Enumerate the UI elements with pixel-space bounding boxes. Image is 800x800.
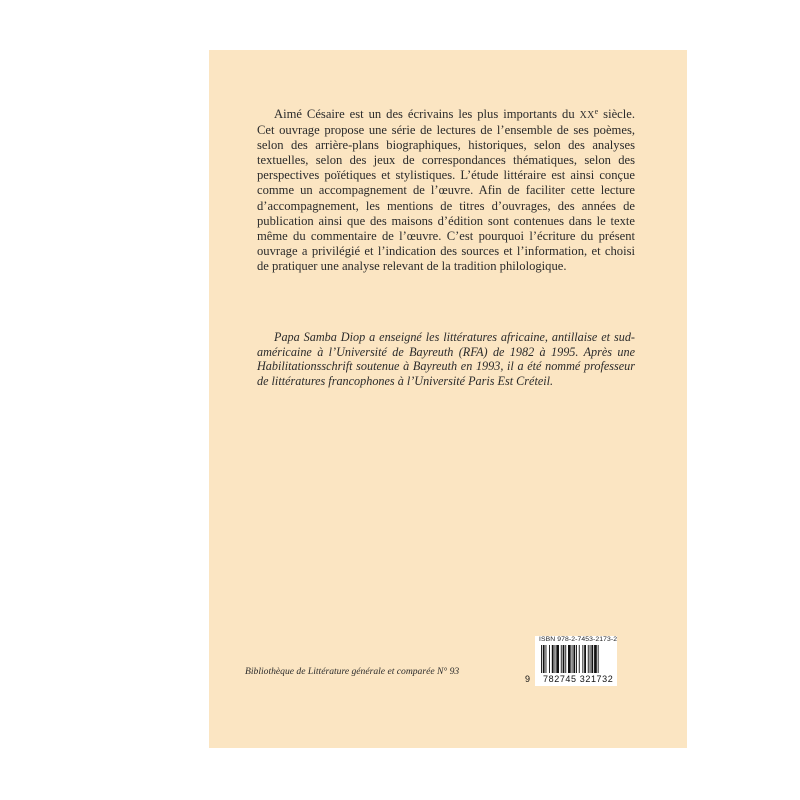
series-title: Bibliothèque de Littérature générale et comparée N° 93 [245,666,460,677]
barcode-bar [546,645,547,673]
barcode-digits: 782745 321732 [543,674,614,684]
barcode-bar [588,645,589,673]
century-numeral: XX [579,110,595,121]
blurb-first-line: Aimé Césaire est un des écrivains les plus importants du [274,107,575,121]
century-superscript: e [594,107,599,116]
author-note [257,330,635,388]
barcode-bar [572,645,573,673]
barcode-bar [590,645,591,673]
barcode-bar [598,645,599,673]
barcode-bar [563,645,565,673]
barcode-bar [541,645,542,673]
isbn-label: ISBN 978-2-7453-2173-2 [539,636,618,643]
barcode-bar [573,645,575,673]
barcode-bar [576,645,577,673]
barcode-bar [549,645,550,673]
blurb-body: siècle. Cet ouvrage propose une série de lectures de l’ensemble de ses poèmes, selon des arrière-plans biographiques, historiques, selon des analyses textuelles, selon des jeux de correspondances thématiques, selon des perspectives poïétiques et stylistiques. L’étude littéraire est ainsi conçue comme un accompagnement de l’œuvre. Afin de faciliter cette lecture d’accompagnement, les mentions de titres d’ouvrages, des années de publication ainsi que des maisons d’édition sont contenues dans le texte même du commentaire de l’œuvre. C’est pourquoi l’écriture du présent ouvrage a privilégié et l’indication des sources et l’information, et choisi de pratiquer une analyse relevant de la tradition philologique. [257,107,635,273]
barcode-bar [591,645,593,673]
barcode-bar [579,645,580,673]
barcode-bar [565,645,566,673]
barcode-bar [568,645,571,673]
author-note-text: Papa Samba Diop a enseigné les littératures africaine, antillaise et sud-américaine à l’Université de Bayreuth (RFA) de 1982 à 1995. Après une Habilitationsschrift soutenue à Bayreuth en 1993, il a été nommé professeur de littératures francophones à l’Université Paris Est Créteil. [257,330,635,388]
barcode-bar [552,645,554,673]
barcode-bar [584,645,586,673]
barcode-bar [561,645,562,673]
cover-blurb [257,107,635,274]
barcode-bar [582,645,583,673]
barcode-bar [555,645,556,673]
book-back-cover [209,50,687,748]
blurb-paragraph [257,107,635,274]
barcode-bar [556,645,559,673]
barcode-first-digit: 9 [525,674,531,684]
barcode-bar [594,645,597,673]
barcode-bar [543,645,545,673]
barcode-bars [541,645,613,677]
barcode [535,636,617,686]
